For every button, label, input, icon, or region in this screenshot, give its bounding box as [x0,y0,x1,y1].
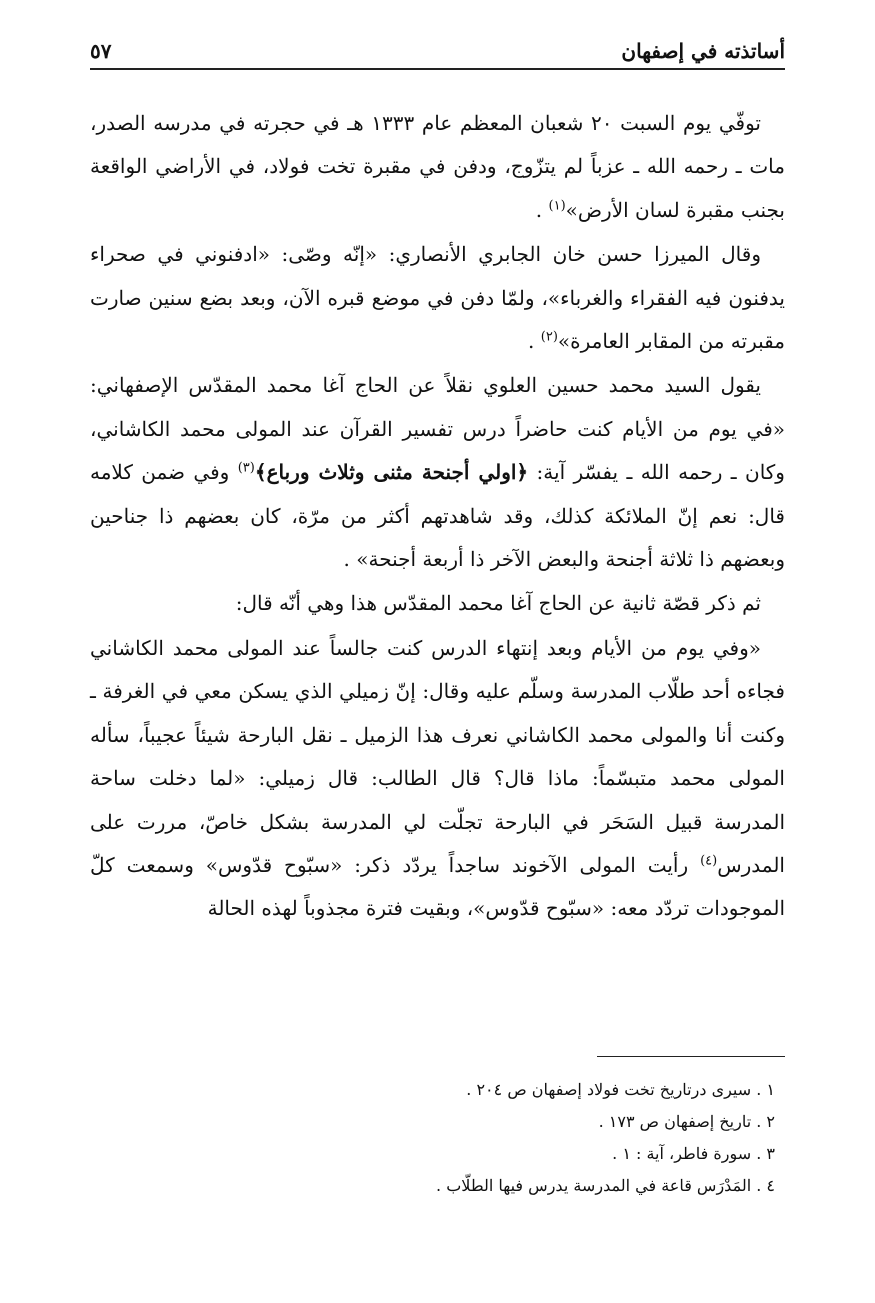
paragraph-text: وقال الميرزا حسن خان الجابري الأنصاري: «إنّه وصّى: «ادفنوني في صحراء يدفنون فيه الفقراء والغرباء»، ولمّا دفن في موضع قبره الآن، وبعد بضع سنين صارت مقبرته من المقابر العامرة» [90,242,785,354]
paragraph-text: رأيت المولى الآخوند ساجداً يردّد ذكر: «سبّوح قدّوس» وسمعت كلّ الموجودات تردّد معه: «سبّوح قدّوس»، وبقيت فترة مجذوباً لهذه الحالة [90,852,785,921]
paragraph-text: توفّي يوم السبت ٢٠ شعبان المعظم عام ١٣٣٣ هـ في حجرته في مدرسه الصدر، مات ـ رحمه الله ـ عزباً لم يتزّوج، ودفن في مقبرة تخت فولاد، في الأراضي الواقعة بجنب مقبرة لسان الأرض» [90,111,785,222]
footnotes [90,1074,775,1202]
main-text [90,102,785,932]
paragraph [90,364,785,581]
footnote: ١ . سيرى درتاريخ تخت فولاد إصفهان ص ٢٠٤ . [466,1080,775,1099]
footnote-ref: (٢) [540,329,558,345]
running-title: أساتذته في إصفهان [621,39,785,63]
quranic-verse: ﴿اولي أجنحة مثنى وثلاث ورباع﴾ [254,460,529,485]
footnote: ٣ . سورة فاطر، آية : ١ . [612,1144,775,1163]
footnote-separator [597,1056,785,1057]
paragraph-text: وفي ضمن كلامه قال: نعم إنّ الملائكة كذلك، وقد شاهدتهم أكثر من مرّة، كان بعضهم ذا جناحين وبعضهم ذا ثلاثة أجنحة والبعض الآخر ذا أربعة أجنحة» . [90,460,785,572]
paragraph [90,627,785,931]
paragraph [90,233,785,363]
footnote: ٢ . تاريخ إصفهان ص ١٧٣ . [598,1112,775,1131]
footnote: ٤ . المَدْرَس قاعة في المدرسة يدرس فيها الطلّاب . [436,1176,775,1195]
page-number: ٥٧ [90,39,112,63]
paragraph-text: يقول السيد محمد حسين العلوي نقلاً عن الحاج آغا محمد المقدّس الإصفهاني: «في يوم من الأيام كنت حاضراً درس تفسير القرآن عند المولى محمد الكاشاني، وكان ـ رحمه الله ـ يفسّر آية: [90,373,785,485]
paragraph-text: ثم ذكر قصّة ثانية عن الحاج آغا محمد المقدّس هذا وهي أنّه قال: [235,591,761,616]
footnote-ref: (١) [548,198,566,214]
paragraph [90,582,785,625]
paragraph-text: . [528,329,541,354]
paragraph-text: «وفي يوم من الأيام وبعد إنتهاء الدرس كنت جالساً عند المولى محمد الكاشاني فجاءه أحد طلّاب المدرسة وسلّم عليه وقال: إنّ زميلي الذي يسكن معي في الغرفة ـ وكنت أنا والمولى محمد الكاشاني نعرف هذا الزميل ـ نقل البارحة شيئاً عجيباً، سأله المولى محمد متبسّماً: ماذا قال؟ قال الطالب: قال زميلي: «لما دخلت ساحة المدرسة قبيل السَحَر في البارحة تجلّت لي المدرسة بشكل خاصّ، مررت على المدرس [90,635,785,877]
paragraph-text: . [535,197,549,222]
page-header [90,34,785,70]
footnote-ref: (٤) [700,853,718,869]
paragraph [90,102,785,232]
footnote-ref: (٣) [237,460,255,476]
